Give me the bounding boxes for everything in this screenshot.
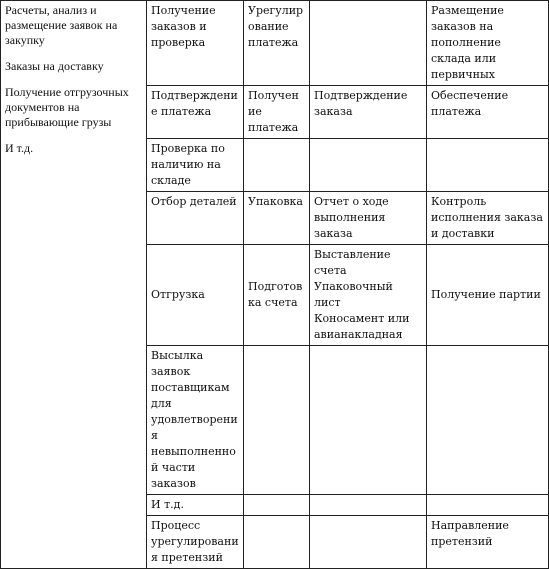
cell-r8-c4 [310, 516, 427, 569]
cell-r5-c4 [310, 245, 427, 346]
cell-r5-c5: Получение партии [427, 245, 549, 346]
cell-r1-c4 [310, 1, 427, 86]
cell-r7-c3 [244, 495, 310, 516]
cell-r6-c2: Высылка заявок поставщикам для удовлетворения невыполненной части заказов [147, 346, 244, 495]
cell-r2-c5: Обеспечение платежа [427, 86, 549, 139]
cell-r5-c4-line-3: Коносамент или авианакладная [314, 312, 410, 341]
cell-r3-c3 [244, 139, 310, 192]
cell-r3-c5 [427, 139, 549, 192]
left-column-cell [1, 1, 147, 569]
cell-r6-c3 [244, 346, 310, 495]
cell-r4-c4: Отчет о ходе выполнения заказа [310, 192, 427, 245]
left-item-1: Расчеты, анализ и размещение заявок на закупку [5, 3, 118, 47]
cell-r2-c4: Подтверждение заказа [310, 86, 427, 139]
cell-r5-c4-line-2: Упаковочный лист [314, 280, 393, 309]
cell-r7-c5 [427, 495, 549, 516]
cell-r5-c4-line-1: Выставление счета [314, 248, 391, 277]
left-item-2: Заказы на доставку [5, 59, 104, 73]
cell-r7-c2: И т.д. [147, 495, 244, 516]
cell-r1-c5: Размещение заказов на пополнение склада или первичных [427, 1, 549, 86]
cell-r1-c3: Урегулирование платежа [244, 1, 310, 86]
cell-r8-c5: Направление претензий [427, 516, 549, 569]
cell-r2-c3: Получение платежа [244, 86, 310, 139]
cell-r5-c2: Отгрузка [147, 245, 244, 346]
cell-r6-c5 [427, 346, 549, 495]
cell-r8-c3 [244, 516, 310, 569]
cell-r2-c2: Подтверждение платежа [147, 86, 244, 139]
cell-r4-c5: Контроль исполнения заказа и доставки [427, 192, 549, 245]
cell-r5-c3: Подготовка счета [244, 245, 310, 346]
cell-r4-c2: Отбор деталей [147, 192, 244, 245]
cell-r8-c2: Процесс урегулирования претензий [147, 516, 244, 569]
cell-r4-c3: Упаковка [244, 192, 310, 245]
cell-r7-c4 [310, 495, 427, 516]
cell-r3-c4 [310, 139, 427, 192]
left-item-3: Получение отгрузочных документов на прибывающие грузы [5, 85, 129, 129]
cell-r1-c2: Получение заказов и проверка [147, 1, 244, 86]
left-item-4: И т.д. [5, 141, 34, 155]
cell-r3-c2: Проверка по наличию на складе [147, 139, 244, 192]
cell-r6-c4 [310, 346, 427, 495]
